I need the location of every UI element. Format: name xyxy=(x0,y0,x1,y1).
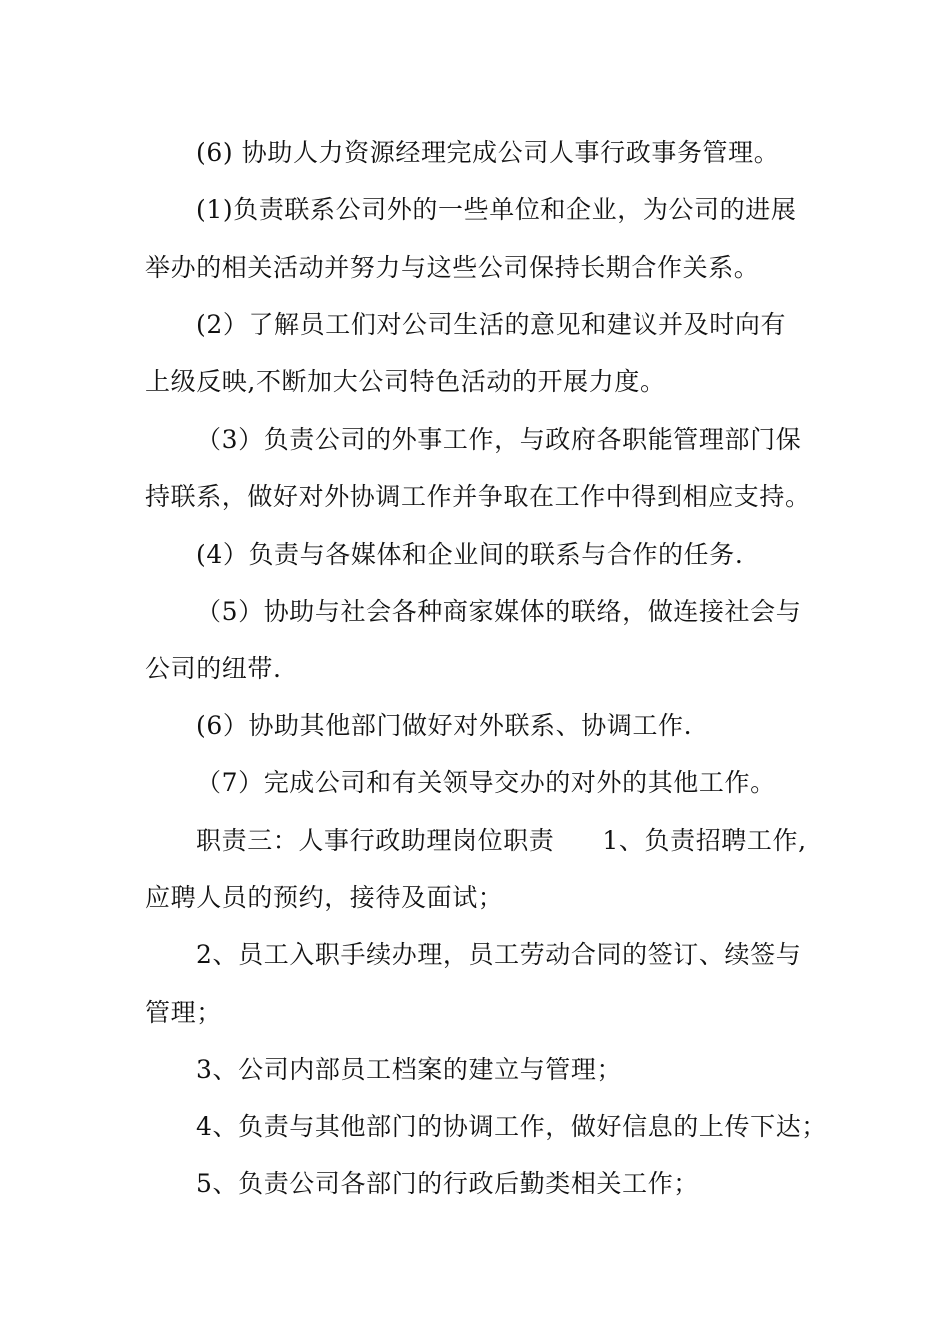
paragraph-line: 举办的相关活动并努力与这些公司保持长期合作关系。 xyxy=(145,253,760,282)
paragraph-line: 上级反映,不断加大公司特色活动的开展力度。 xyxy=(145,367,666,396)
paragraph-line: (1)负责联系公司外的一些单位和企业，为公司的进展 xyxy=(196,195,797,224)
paragraph-line: (6）协助其他部门做好对外联系、协调工作. xyxy=(196,711,693,740)
paragraph-line: 1、负责招聘工作, xyxy=(602,826,807,855)
paragraph-line: (6) 协助人力资源经理完成公司人事行政事务管理。 xyxy=(196,138,780,167)
paragraph-line: 3、公司内部员工档案的建立与管理； xyxy=(196,1055,623,1084)
paragraph-line: 5、负责公司各部门的行政后勤类相关工作； xyxy=(196,1169,699,1198)
paragraph-line: (2）了解员工们对公司生活的意见和建议并及时向有 xyxy=(196,310,787,339)
paragraph-line: （5）协助与社会各种商家媒体的联络，做连接社会与 xyxy=(196,597,802,626)
paragraph-line: (4）负责与各媒体和企业间的联系与合作的任务. xyxy=(196,540,744,569)
paragraph-line: 4、负责与其他部门的协调工作，做好信息的上传下达； xyxy=(196,1112,827,1141)
paragraph-line: 2、员工入职手续办理，员工劳动合同的签订、续签与 xyxy=(196,940,802,969)
section-heading-line xyxy=(196,825,807,857)
paragraph-line: （3）负责公司的外事工作，与政府各职能管理部门保 xyxy=(196,425,802,454)
paragraph-line: 持联系，做好对外协调工作并争取在工作中得到相应支持。 xyxy=(145,482,811,511)
section-heading: 职责三：人事行政助理岗位职责 xyxy=(196,826,555,855)
paragraph-line: 管理； xyxy=(145,998,222,1027)
paragraph-line: 公司的纽带. xyxy=(145,654,282,683)
paragraph-line: （7）完成公司和有关领导交办的对外的其他工作。 xyxy=(196,768,776,797)
paragraph-line: 应聘人员的预约，接待及面试； xyxy=(145,883,504,912)
